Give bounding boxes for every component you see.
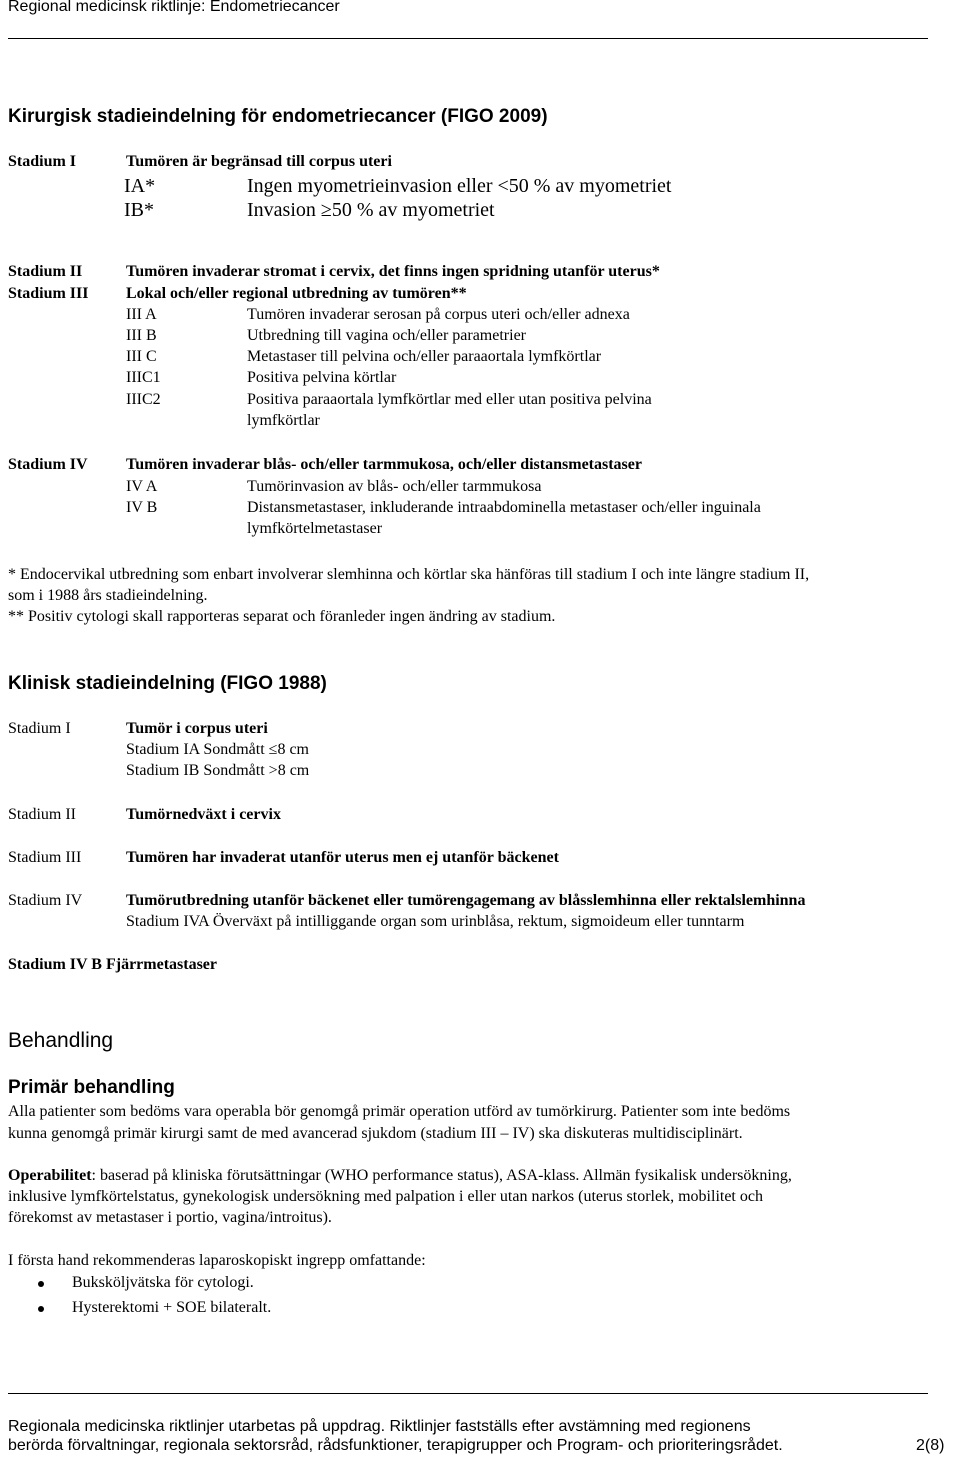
clinical-stage4b: Stadium IV B Fjärrmetastaser <box>8 956 218 973</box>
operability-text: : baserad på kliniska förutsättningar (WHO performance status), ASA-klass. Allmän fysikalisk undersökning, <box>91 1167 792 1184</box>
surgical-ib-text: Invasion ≥50 % av myometriet <box>247 199 495 221</box>
treatment-para1-line1: Alla patienter som bedöms vara operabla bör genomgå primär operation utförd av tumörkirurg. Patienter som inte bedöms <box>8 1103 791 1120</box>
surgical-stage2-label: Stadium II <box>8 263 83 280</box>
surgical-iiib-text: Utbredning till vagina och/eller parametrier <box>247 327 526 344</box>
surgical-ib-code: IB* <box>124 199 154 221</box>
surgical-iiic2-text-cont: lymfkörtlar <box>247 412 320 429</box>
surgical-ia-text: Ingen myometrieinvasion eller <50 % av myometriet <box>247 175 672 197</box>
clinical-stage2-label: Stadium II <box>8 806 76 823</box>
clinical-stage4-desc: Tumörutbredning utanför bäckenet eller tumörengagemang av blåsslemhinna eller rektalslemhinna <box>126 892 806 909</box>
surgical-iiia-text: Tumören invaderar serosan på corpus uteri och/eller adnexa <box>247 306 630 323</box>
clinical-stage3-desc: Tumören har invaderat utanför uterus men ej utanför bäckenet <box>126 849 559 866</box>
bullet-item: Buksköljvätska för cytologi. <box>72 1274 254 1291</box>
surgical-iiic1-text: Positiva pelvina körtlar <box>247 369 397 386</box>
footer-line1: Regionala medicinska riktlinjer utarbetas på uppdrag. Riktlinjer fastställs efter avstämning med regionens <box>8 1418 751 1435</box>
surgical-stage3-desc: Lokal och/eller regional utbredning av tumören** <box>126 285 467 302</box>
page-header-title: Regional medicinsk riktlinje: Endometriecancer <box>8 0 340 15</box>
footnote-1-line1: * Endocervikal utbredning som enbart involverar slemhinna och körtlar ska hänföras till stadium I och inte längre stadium II, <box>8 566 810 583</box>
clinical-stage2-desc: Tumörnedväxt i cervix <box>126 806 281 823</box>
surgical-iiic2-code: IIIC2 <box>126 391 161 408</box>
operability-label: Operabilitet <box>8 1167 92 1184</box>
laparoscopy-intro: I första hand rekommenderas laparoskopiskt ingrepp omfattande: <box>8 1252 426 1269</box>
clinical-stage4-iva: Stadium IVA Överväxt på intilliggande organ som urinblåsa, rektum, sigmoideum eller tunntarm <box>126 913 745 930</box>
surgical-iiic1-code: IIIC1 <box>126 369 161 386</box>
footer-line2: berörda förvaltningar, regionala sektorsråd, rådsfunktioner, terapigrupper och Program- och prioriteringsrådet. <box>8 1437 783 1454</box>
clinical-stage1-ia: Stadium IA Sondmått ≤8 cm <box>126 741 309 758</box>
surgical-ivb-text: Distansmetastaser, inkluderande intraabdominella metastaser och/eller inguinala <box>247 499 761 516</box>
surgical-ivb-text-cont: lymfkörtelmetastaser <box>247 520 383 537</box>
surgical-iva-text: Tumörinvasion av blås- och/eller tarmmukosa <box>247 478 542 495</box>
clinical-stage1-desc: Tumör i corpus uteri <box>126 720 268 737</box>
footnote-2: ** Positiv cytologi skall rapporteras separat och föranleder ingen ändring av stadium. <box>8 608 556 625</box>
surgical-stage4-label: Stadium IV <box>8 456 88 473</box>
surgical-ivb-code: IV B <box>126 499 158 516</box>
surgical-iva-code: IV A <box>126 478 158 495</box>
clinical-stage3-label: Stadium III <box>8 849 82 866</box>
surgical-stage1-desc: Tumören är begränsad till corpus uteri <box>126 153 392 170</box>
clinical-stage1-ib: Stadium IB Sondmått >8 cm <box>126 762 310 779</box>
primary-treatment-title: Primär behandling <box>8 1077 175 1098</box>
bullet-dot <box>38 1281 44 1287</box>
clinical-staging-title: Klinisk stadieindelning (FIGO 1988) <box>8 673 327 694</box>
surgical-iiic2-text: Positiva paraaortala lymfkörtlar med eller utan positiva pelvina <box>247 391 652 408</box>
surgical-stage2-desc: Tumören invaderar stromat i cervix, det finns ingen spridning utanför uterus* <box>126 263 660 280</box>
header-divider <box>8 38 928 39</box>
surgical-staging-title: Kirurgisk stadieindelning för endometriecancer (FIGO 2009) <box>8 106 548 127</box>
surgical-iiib-code: III B <box>126 327 157 344</box>
clinical-stage4-label: Stadium IV <box>8 892 83 909</box>
bullet-item: Hysterektomi + SOE bilateralt. <box>72 1299 272 1316</box>
bullet-dot <box>38 1306 44 1312</box>
page-number: 2(8) <box>916 1437 945 1454</box>
surgical-stage1-label: Stadium I <box>8 153 77 170</box>
surgical-iiic-code: III C <box>126 348 157 365</box>
footer-divider <box>8 1393 928 1394</box>
operability-paragraph-line1 <box>8 1167 792 1185</box>
surgical-iiia-code: III A <box>126 306 157 323</box>
treatment-para1-line2: kunna genomgå primär kirurgi samt de med avancerad sjukdom (stadium III – IV) ska diskuteras multidisciplinärt. <box>8 1125 743 1142</box>
treatment-title: Behandling <box>8 1029 114 1052</box>
surgical-stage4-desc: Tumören invaderar blås- och/eller tarmmukosa, och/eller distansmetastaser <box>126 456 642 473</box>
surgical-iiic-text: Metastaser till pelvina och/eller paraaortala lymfkörtlar <box>247 348 602 365</box>
surgical-stage3-label: Stadium III <box>8 285 89 302</box>
clinical-stage1-label: Stadium I <box>8 720 71 737</box>
operability-line3: förekomst av metastaser i portio, vagina/introitus). <box>8 1209 332 1226</box>
surgical-ia-code: IA* <box>124 175 156 197</box>
footnote-1-line2: som i 1988 års stadieindelning. <box>8 587 208 604</box>
operability-line2: inklusive lymfkörtelstatus, gynekologisk undersökning med palpation i eller utan narkos (uterus storlek, mobilitet och <box>8 1188 763 1205</box>
